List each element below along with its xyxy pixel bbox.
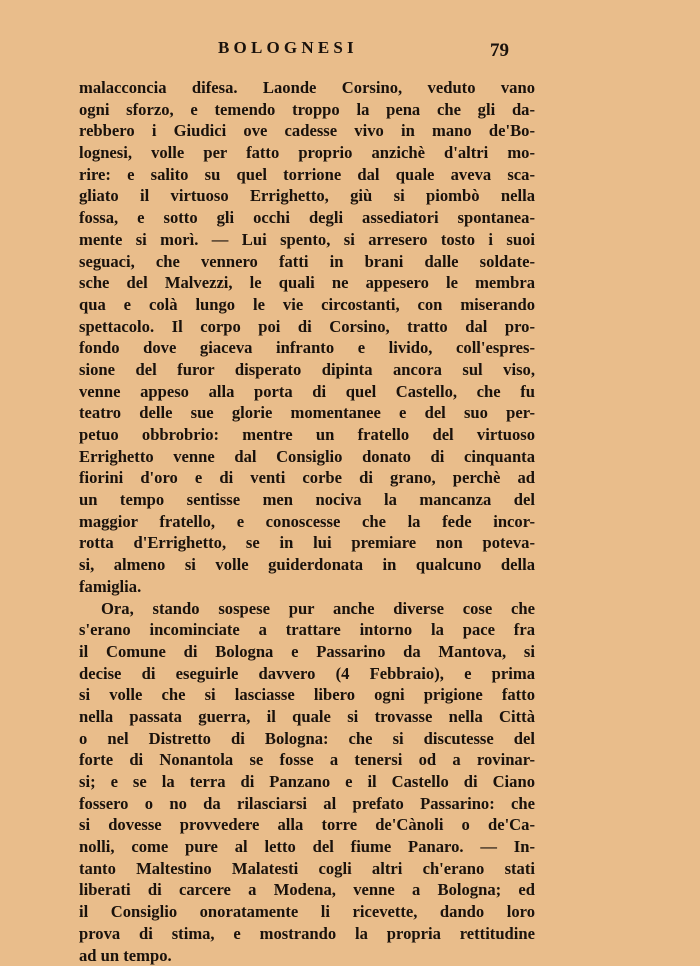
- text-line: o nel Distretto di Bologna: che si discutesse del: [79, 728, 535, 750]
- paragraph-end-line: famiglia.: [79, 576, 535, 598]
- text-line: un tempo sentisse men nociva la mancanza del: [79, 489, 535, 511]
- text-line: sione del furor disperato dipinta ancora sul viso,: [79, 359, 535, 381]
- text-line: il Consiglio onoratamente li ricevette, dando loro: [79, 901, 535, 923]
- text-line: s'erano incominciate a trattare intorno la pace fra: [79, 619, 535, 641]
- text-line: fossa, e sotto gli occhi degli assediatori spontanea-: [79, 207, 535, 229]
- paragraph-end-line: ad un tempo.: [79, 945, 535, 966]
- text-line: rotta d'Errighetto, se in lui premiare non poteva-: [79, 532, 535, 554]
- paragraph-start-line: Ora, stando sospese pur anche diverse cose che: [79, 598, 535, 620]
- text-line: rire: e salito su quel torrione dal quale aveva sca-: [79, 164, 535, 186]
- page-header: [0, 34, 700, 64]
- text-line: malacconcia difesa. Laonde Corsino, veduto vano: [79, 77, 535, 99]
- text-line: prova di stima, e mostrando la propria rettitudine: [79, 923, 535, 945]
- text-line: seguaci, che vennero fatti in brani dalle soldate-: [79, 251, 535, 273]
- text-line: petuo obbrobrio: mentre un fratello del virtuoso: [79, 424, 535, 446]
- text-line: decise di eseguirle davvero (4 Febbraio), e prima: [79, 663, 535, 685]
- text-line: si; e se la terra di Panzano e il Castello di Ciano: [79, 771, 535, 793]
- text-line: tanto Maltestino Malatesti cogli altri ch'erano stati: [79, 858, 535, 880]
- text-line: sche del Malvezzi, le quali ne appesero le membra: [79, 272, 535, 294]
- text-line: mente si morì. — Lui spento, si arresero tosto i suoi: [79, 229, 535, 251]
- text-line: gliato il virtuoso Errighetto, giù si piombò nella: [79, 185, 535, 207]
- text-line: Errighetto venne dal Consiglio donato di cinquanta: [79, 446, 535, 468]
- text-line: si volle che si lasciasse libero ogni prigione fatto: [79, 684, 535, 706]
- text-line: nolli, come pure al letto del fiume Panaro. — In-: [79, 836, 535, 858]
- running-head: BOLOGNESI: [218, 38, 358, 58]
- text-line: lognesi, volle per fatto proprio anzichè d'altri mo-: [79, 142, 535, 164]
- text-line: qua e colà lungo le vie circostanti, con miserando: [79, 294, 535, 316]
- text-line: maggior fratello, e conoscesse che la fede incor-: [79, 511, 535, 533]
- text-line: liberati di carcere a Modena, venne a Bologna; ed: [79, 879, 535, 901]
- text-line: venne appeso alla porta di quel Castello, che fu: [79, 381, 535, 403]
- page-number: 79: [490, 40, 509, 62]
- text-line: rebbero i Giudici ove cadesse vivo in mano de'Bo-: [79, 120, 535, 142]
- text-line: fossero o no da rilasciarsi al prefato Passarino: che: [79, 793, 535, 815]
- text-line: spettacolo. Il corpo poi di Corsino, tratto dal pro-: [79, 316, 535, 338]
- text-line: fiorini d'oro e di venti corbe di grano, perchè ad: [79, 467, 535, 489]
- text-line: fondo dove giaceva infranto e livido, coll'espres-: [79, 337, 535, 359]
- text-line: si dovesse provvedere alla torre de'Cànoli o de'Ca-: [79, 814, 535, 836]
- text-line: teatro delle sue glorie momentanee e del suo per-: [79, 402, 535, 424]
- body-text: [79, 77, 535, 966]
- text-line: si, almeno si volle guiderdonata in qualcuno della: [79, 554, 535, 576]
- text-line: forte di Nonantola se fosse a tenersi od a rovinar-: [79, 749, 535, 771]
- text-line: il Comune di Bologna e Passarino da Mantova, si: [79, 641, 535, 663]
- text-line: nella passata guerra, il quale si trovasse nella Città: [79, 706, 535, 728]
- text-line: ogni sforzo, e temendo troppo la pena che gli da-: [79, 99, 535, 121]
